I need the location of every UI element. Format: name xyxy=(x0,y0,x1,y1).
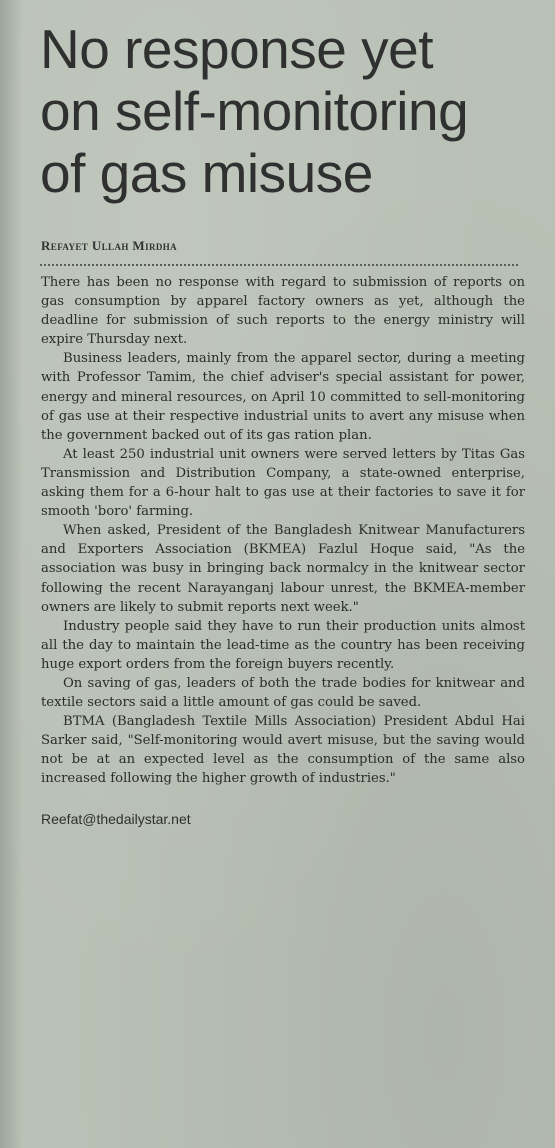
headline-line-1: No response yet xyxy=(40,18,433,80)
dotted-divider xyxy=(40,264,518,266)
paragraph: There has been no response with regard to submission of reports on gas consumption by apparel factory owners as yet, although the deadline for submission of such reports to the energy ministry will expire Thursday next. xyxy=(41,275,525,348)
byline: Refayet Ullah Mirdha xyxy=(41,238,178,253)
article-body xyxy=(41,273,525,789)
paragraph: BTMA (Bangladesh Textile Mills Association) President Abdul Hai Sarker said, "Self-monitoring would avert misuse, but the saving would not be at an expected level as the consumption of the same also increased following the higher growth of industries." xyxy=(41,714,525,787)
article xyxy=(38,18,526,827)
headline-line-2: on self-monitoring xyxy=(40,80,469,142)
paragraph: On saving of gas, leaders of both the trade bodies for knitwear and textile sectors said a little amount of gas could be saved. xyxy=(41,675,525,711)
paper-edge-shadow xyxy=(0,0,22,1148)
paragraph: At least 250 industrial unit owners were served letters by Titas Gas Transmission and Distribution Company, a state-owned enterprise, asking them for a 6-hour halt to gas use at their factories to save it for smooth 'boro' farming. xyxy=(41,446,525,520)
headline-line-3: of gas misuse xyxy=(40,142,373,204)
paragraph: Industry people said they have to run their production units almost all the day to maintain the lead-time as the country has been receiving huge export orders from the foreign buyers recently. xyxy=(41,618,525,672)
paragraph: Business leaders, mainly from the apparel sector, during a meeting with Professor Tamim, the chief adviser's special assistant for power, energy and mineral resources, on April 10 committed to sell-monitoring of gas use at their respective industrial units to avert any misuse when the government backed out of its gas ration plan. xyxy=(41,351,525,443)
headline xyxy=(38,18,526,204)
author-email: Reefat@thedailystar.net xyxy=(41,810,191,827)
paragraph: When asked, President of the Bangladesh Knitwear Manufacturers and Exporters Association (BKMEA) Fazlul Hoque said, "As the association was busy in bringing back normalcy in the knitwear sector following the recent Narayanganj labour unrest, the BKMEA-member owners are likely to submit reports next week." xyxy=(41,523,525,615)
